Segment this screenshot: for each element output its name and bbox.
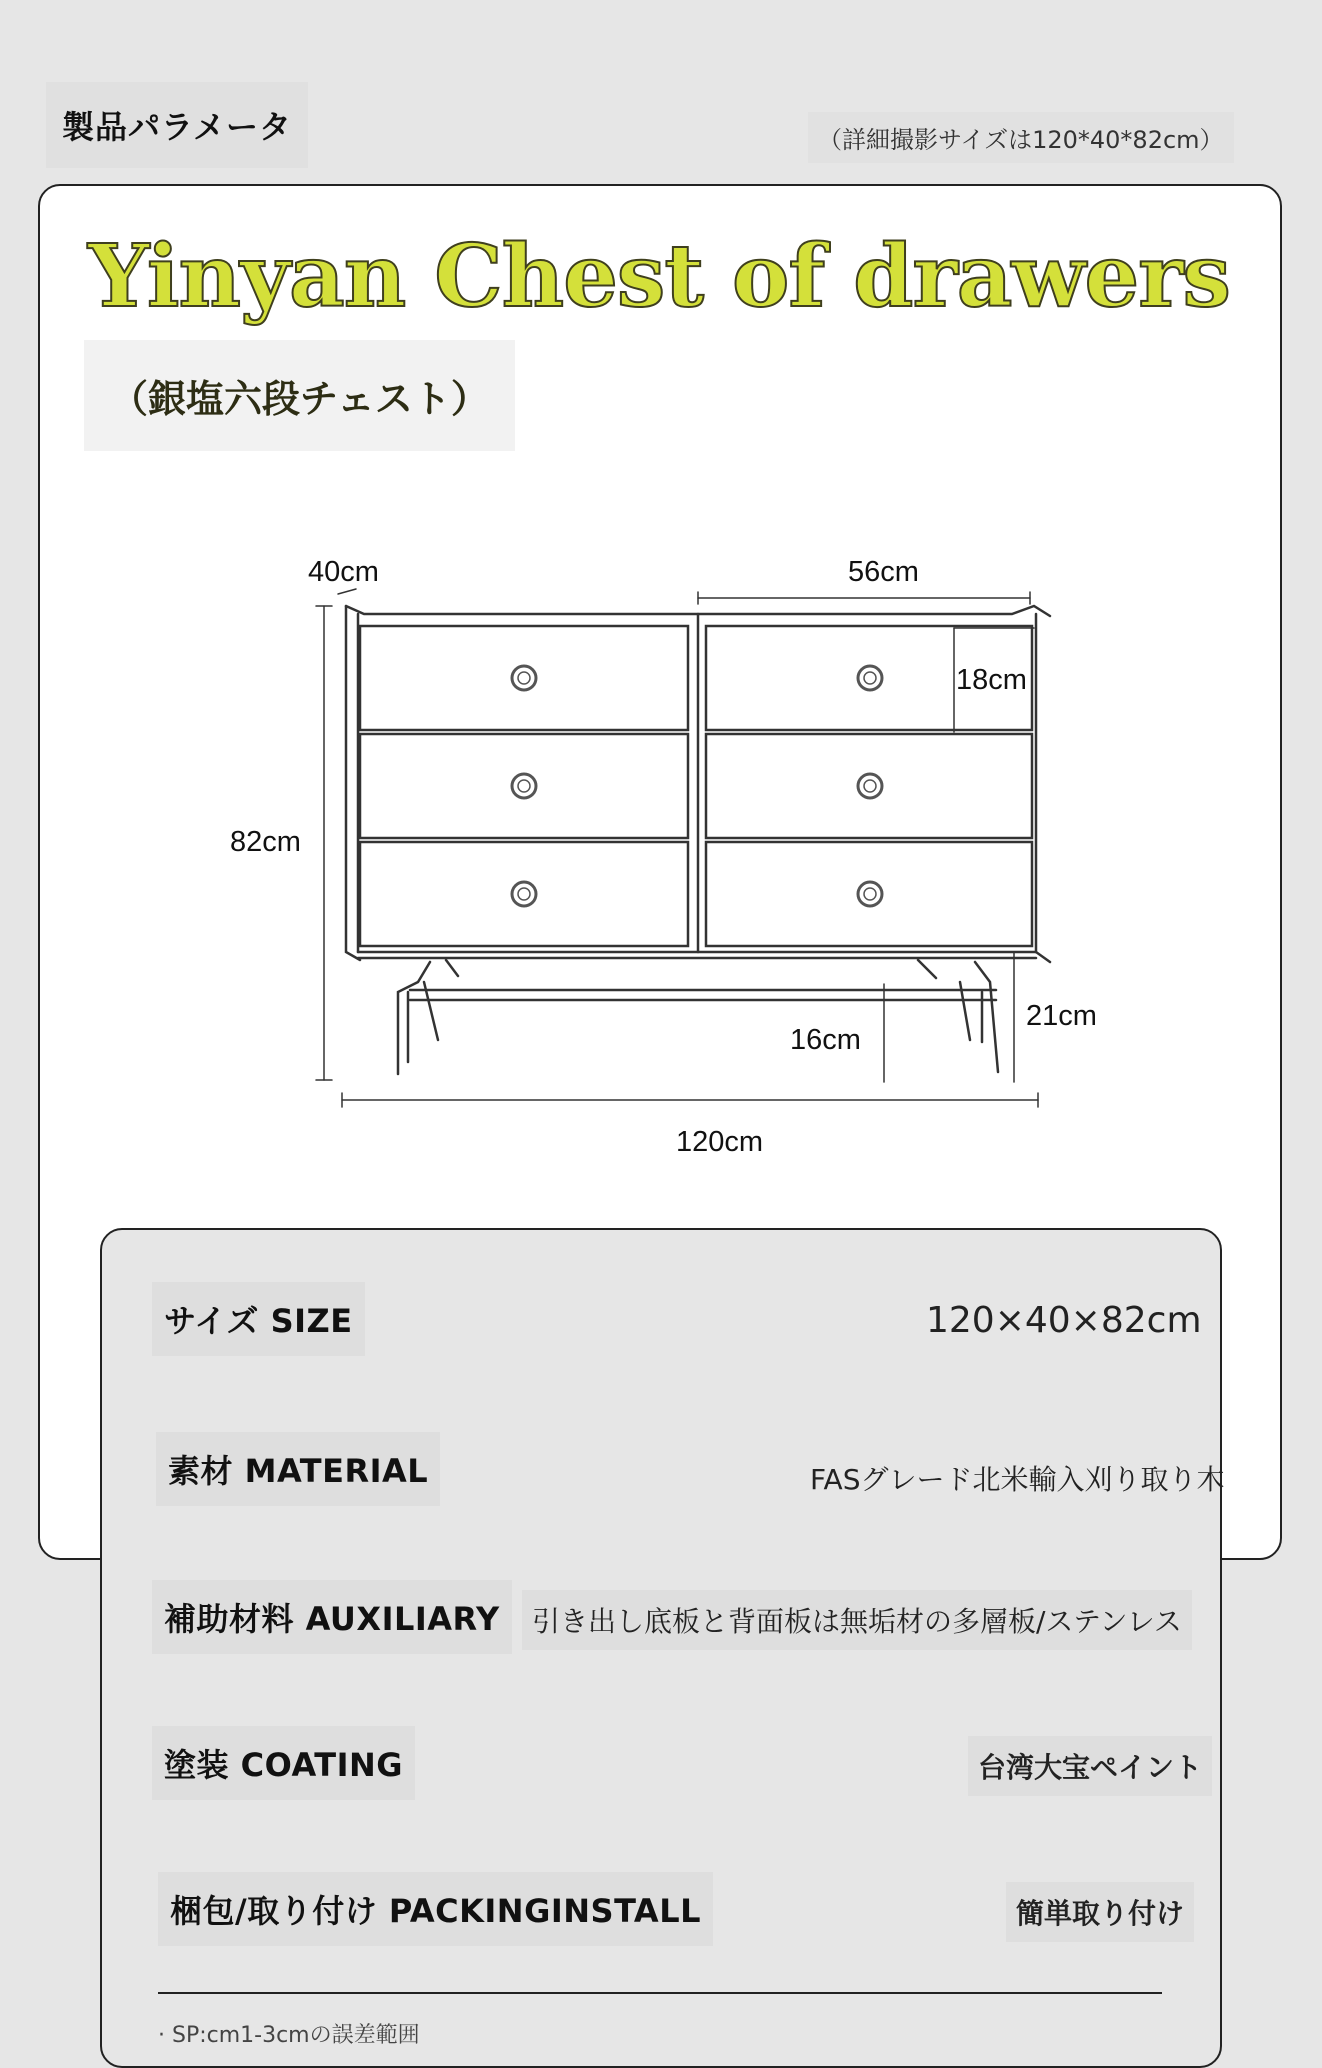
spec-value-auxiliary: 引き出し底板と背面板は無垢材の多層板/ステンレス [522,1590,1192,1650]
spec-value-packing: 簡単取り付け [1006,1882,1194,1942]
spec-label-material: 素材 MATERIAL [156,1432,440,1506]
drawer-width-label: 56cm [848,556,919,588]
spec-value-coating: 台湾大宝ペイント [968,1736,1212,1796]
total-height-label: 82cm [230,826,301,858]
spec-note: （詳細撮影サイズは120*40*82cm） [808,112,1234,163]
footnote: · SP:cm1-3cmの誤差範囲 [158,2023,420,2048]
product-subtitle: （銀塩六段チェスト） [84,340,515,451]
spec-label-size: サイズ SIZE [152,1282,365,1356]
product-title: Yinyan Chest of drawers [88,226,1230,327]
spec-label-auxiliary: 補助材料 AUXILIARY [152,1580,512,1654]
leg-height-inner-label: 16cm [790,1024,861,1056]
drawer-height-label: 18cm [956,664,1027,696]
depth-label: 40cm [308,556,379,588]
leg-height-outer-label: 21cm [1026,1000,1097,1032]
divider [158,1992,1162,1994]
section-title: 製品パラメータ [46,82,308,168]
total-width-label: 120cm [676,1126,764,1158]
spec-label-packing: 梱包/取り付け PACKINGINSTALL [158,1872,713,1946]
spec-value-size: 120×40×82cm [926,1300,1202,1341]
spec-value-material: FASグレード北米輸入刈り取り木 [810,1463,1225,1496]
spec-label-coating: 塗装 COATING [152,1726,415,1800]
